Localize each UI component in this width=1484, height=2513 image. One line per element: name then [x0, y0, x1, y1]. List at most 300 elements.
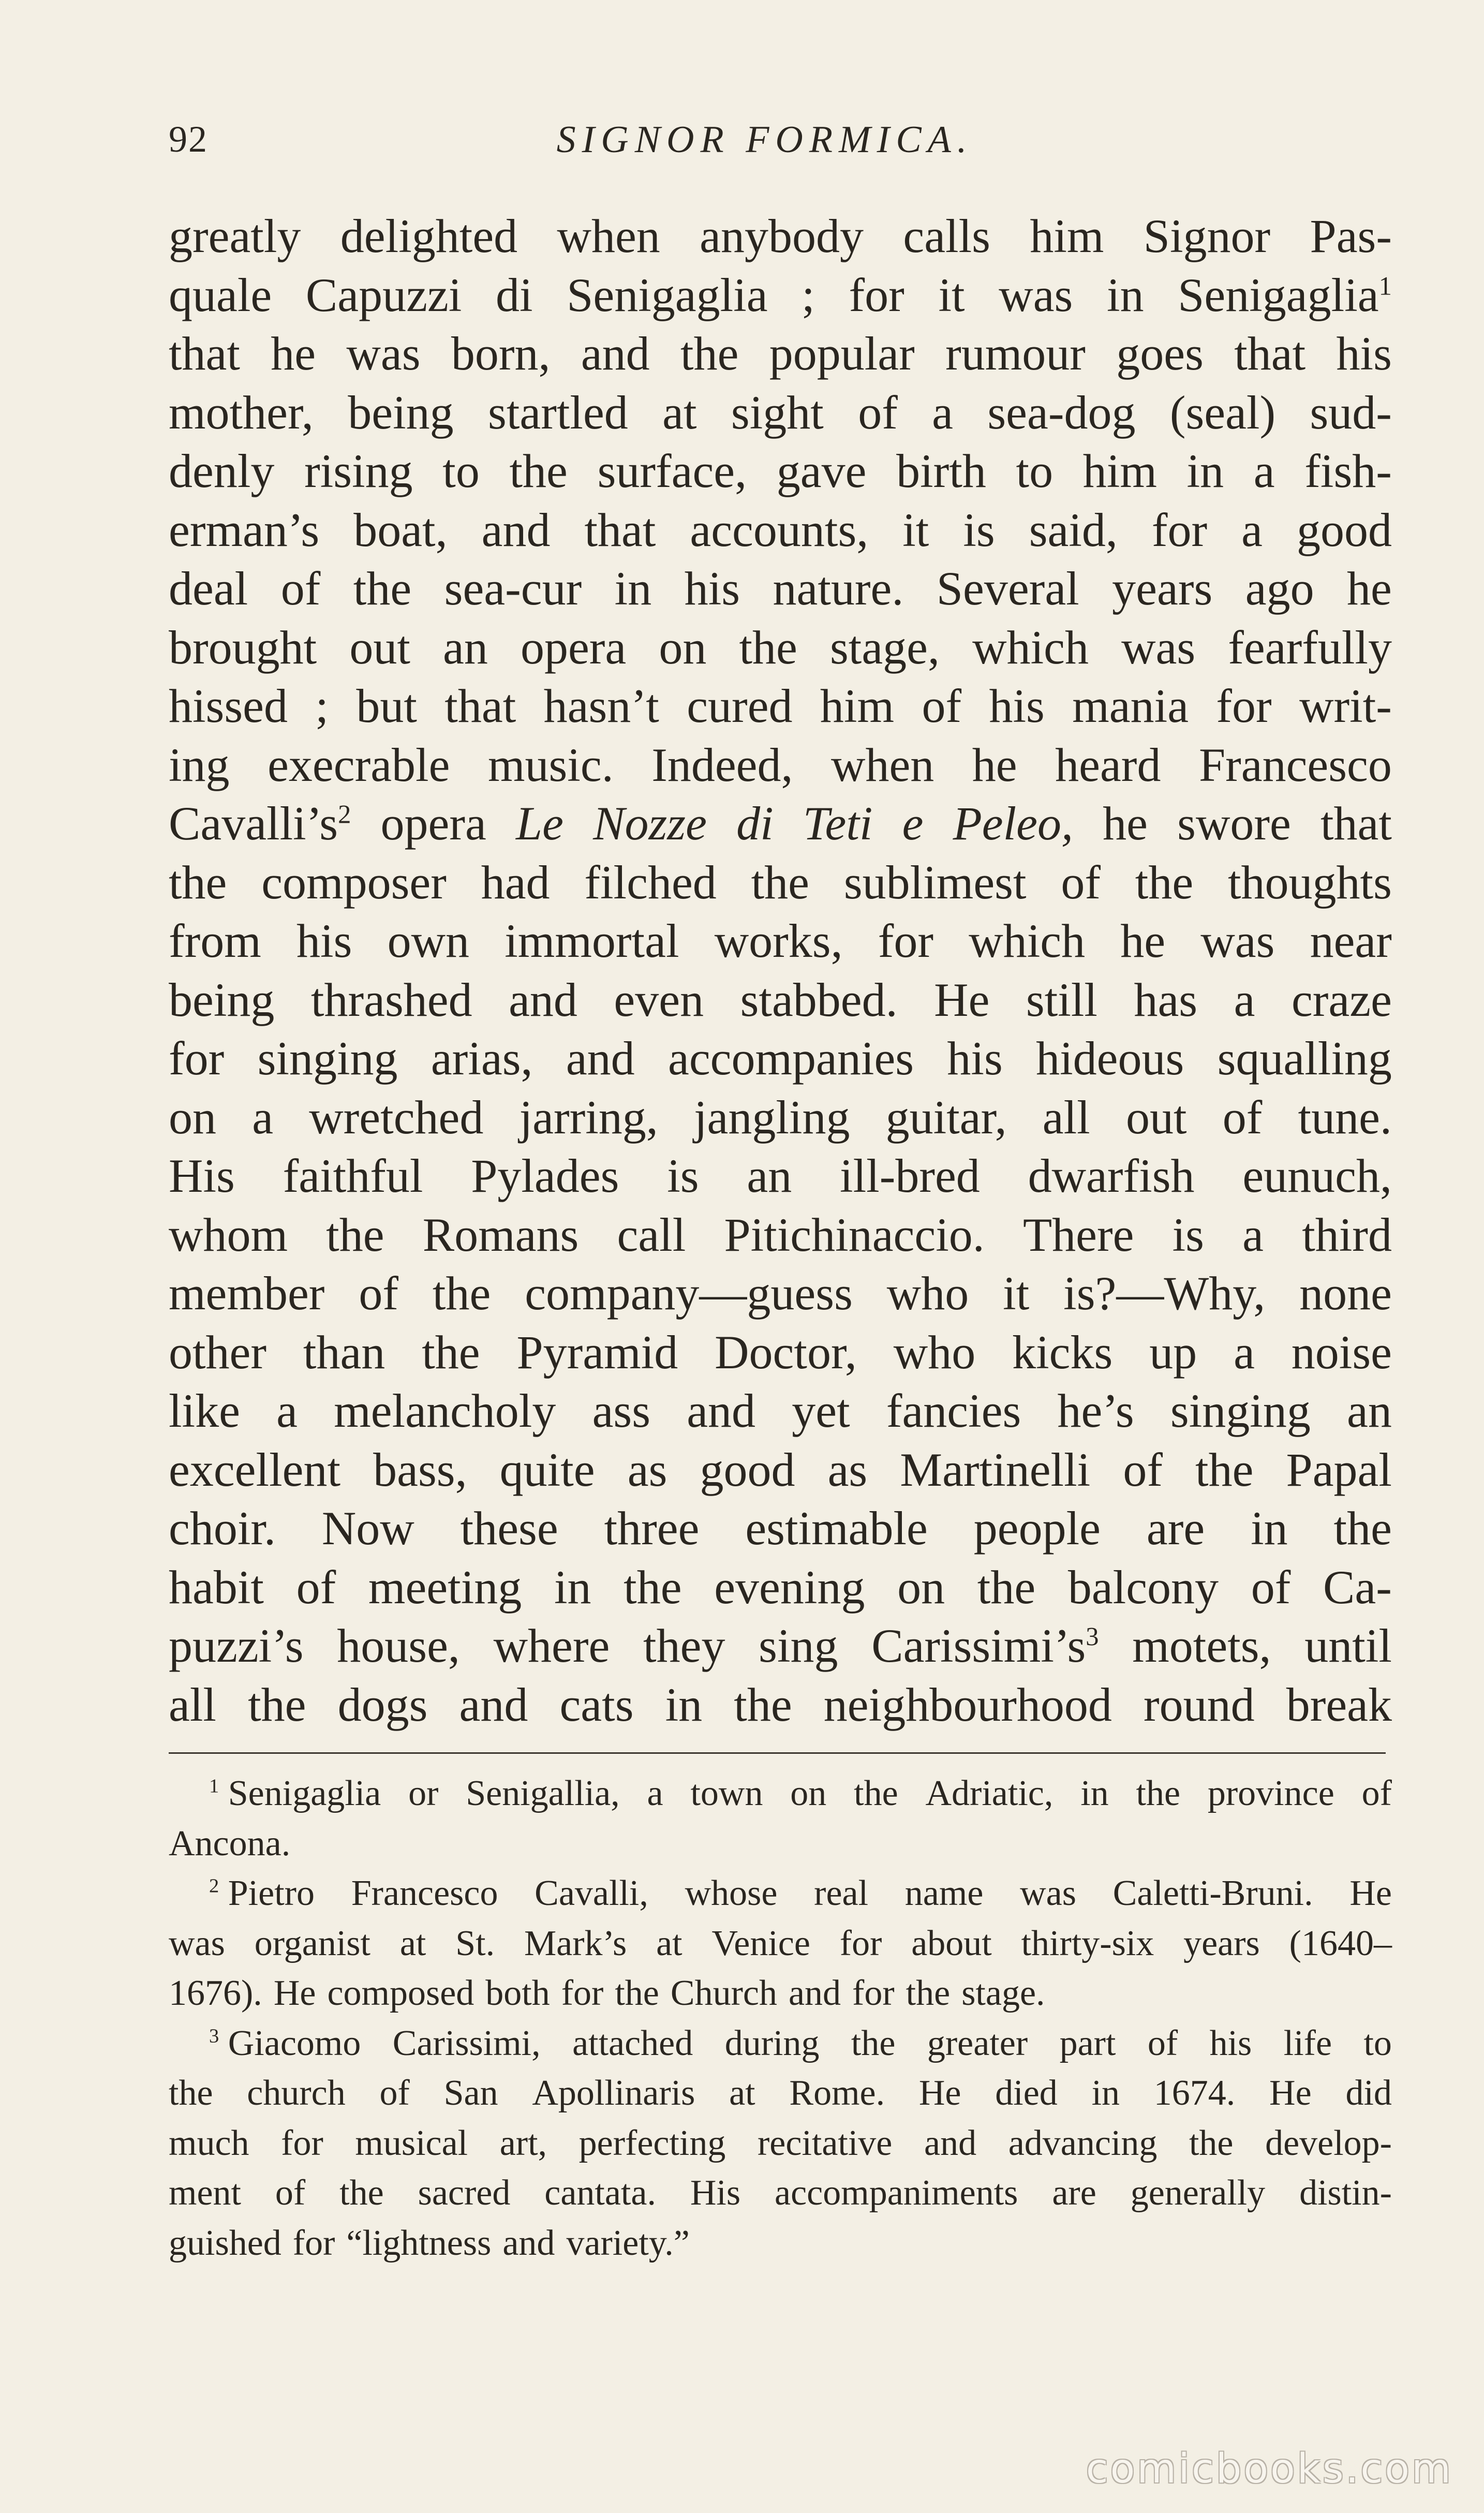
word: variety.” [566, 2223, 690, 2263]
word: attached [572, 2023, 693, 2063]
word: a [932, 386, 954, 439]
word: the [680, 327, 739, 380]
word: and [481, 503, 551, 556]
footnote-line [169, 1769, 1392, 1819]
word: good [1297, 503, 1392, 556]
word: both [485, 1973, 550, 2013]
word: a [1234, 1325, 1255, 1379]
word: it [938, 268, 965, 321]
word: house, [337, 1619, 460, 1672]
word: fearfully [1228, 620, 1392, 674]
word: denly [169, 445, 275, 497]
word: and [509, 973, 577, 1026]
word: for [839, 1923, 882, 1963]
word: musical [355, 2123, 468, 2163]
word: of [359, 1267, 398, 1320]
word: Capuzzi [305, 268, 462, 321]
word: quale [169, 268, 272, 321]
footnote-line [169, 1919, 1392, 1969]
word: cantata. [544, 2173, 656, 2213]
word: singing [1170, 1384, 1311, 1437]
word: noise [1291, 1325, 1392, 1379]
word: was [1200, 914, 1275, 967]
word: Caletti-Bruni. [1112, 1873, 1313, 1913]
word: the [339, 2173, 384, 2213]
word: dwarfish [1028, 1149, 1195, 1202]
word: surface, [597, 445, 747, 497]
word: in [1080, 1773, 1109, 1813]
word: the [624, 1560, 682, 1614]
word: was [169, 1923, 225, 1963]
word: even [614, 973, 704, 1026]
word: choir. [169, 1502, 276, 1555]
text-line [169, 1147, 1392, 1206]
word: bass, [373, 1443, 467, 1496]
italic-word: Nozze [593, 797, 707, 850]
word: real [814, 1873, 869, 1913]
word: in [1251, 1502, 1288, 1555]
word: that [1234, 327, 1306, 380]
word: in [614, 562, 652, 615]
text-line [169, 1029, 1392, 1088]
word: cured [687, 679, 793, 732]
text-line [169, 1323, 1392, 1382]
word: heard [1055, 738, 1161, 791]
footnote-ref: 2 [338, 800, 351, 829]
word: birth [896, 445, 986, 497]
word: an [747, 1149, 792, 1202]
word: $^2$ Pietro [209, 1873, 315, 1913]
text-line [169, 1382, 1392, 1441]
word: tune. [1298, 1090, 1392, 1144]
word: are [1146, 1502, 1205, 1555]
word: sea-dog [987, 386, 1136, 439]
word: opera [380, 797, 486, 850]
word: accompanies [667, 1032, 914, 1085]
word: Carissimi, [392, 2023, 541, 2063]
word: Pyramid [516, 1325, 678, 1379]
word: composed [327, 1973, 474, 2013]
word: gave [776, 445, 867, 497]
word: mania [1072, 679, 1189, 732]
word: faithful [283, 1149, 423, 1202]
word: he [1120, 914, 1166, 967]
word: stage, [829, 620, 940, 674]
word: these [460, 1502, 558, 1555]
text-line [169, 853, 1392, 912]
word: for [169, 1032, 225, 1085]
word: sublimest [843, 855, 1027, 909]
word: hideous [1036, 1032, 1184, 1085]
word: his [1209, 2023, 1252, 2063]
text-line [169, 971, 1392, 1030]
word: and [566, 1032, 635, 1085]
word: Martinelli [900, 1443, 1091, 1496]
word: quite [499, 1443, 595, 1496]
word: Pas- [1310, 210, 1392, 262]
word: good [700, 1443, 795, 1496]
word: Church [670, 1973, 777, 2013]
word: that [444, 679, 516, 732]
word: hissed [169, 679, 288, 732]
footnote-line [169, 1819, 1392, 1869]
word: his [947, 1032, 1003, 1085]
body-text [169, 207, 1392, 1734]
word: He [1349, 1873, 1392, 1913]
word: and [502, 2223, 555, 2263]
word: the [1136, 1773, 1181, 1813]
word: is [1172, 1208, 1204, 1261]
word: the [906, 1973, 951, 2013]
footnote-line [169, 2068, 1392, 2119]
word: His [169, 1149, 235, 1202]
word: sud- [1310, 386, 1392, 439]
word: execrable [268, 738, 450, 791]
word: Senigaglia$^1$ [1178, 268, 1392, 321]
word: all [169, 1678, 216, 1731]
word: the [1189, 2123, 1234, 2163]
word: to [442, 445, 480, 497]
word: out [1125, 1090, 1187, 1144]
word: eunuch, [1242, 1149, 1392, 1202]
word: rising [304, 445, 413, 497]
word: he’s [1057, 1384, 1134, 1437]
word: has [1134, 973, 1198, 1026]
footnote-line [169, 2219, 1392, 2269]
word: jarring, [519, 1090, 658, 1144]
word: the [739, 620, 797, 674]
word: on [659, 620, 707, 674]
word: art, [499, 2123, 547, 2163]
word: Pitichinaccio. [724, 1208, 985, 1261]
word: in [1186, 445, 1224, 497]
word: of [379, 2073, 410, 2113]
word: still [1026, 973, 1097, 1026]
word: a [1253, 445, 1275, 497]
text-line [169, 1088, 1392, 1147]
word: Francesco [1198, 738, 1392, 791]
word: perfecting [578, 2123, 726, 2163]
word: him [1030, 210, 1104, 262]
word: rumour [945, 327, 1086, 380]
word: sacred [418, 2173, 511, 2213]
text-line [169, 1558, 1392, 1617]
word: develop- [1265, 2123, 1392, 2163]
word: Rome. [789, 2073, 885, 2113]
word: nature. [773, 562, 904, 615]
word: Doctor, [715, 1325, 857, 1379]
text-line [169, 1676, 1392, 1735]
word: a [1242, 1208, 1264, 1261]
word: call [617, 1208, 686, 1261]
word: greater [927, 2023, 1028, 2063]
word: for [1216, 679, 1272, 732]
word: in [1091, 2073, 1120, 2113]
word: an [442, 620, 488, 674]
footnote-marker: 2 [209, 1875, 219, 1897]
word: for [852, 1973, 895, 2013]
word: music. [487, 738, 614, 791]
word: Papal [1286, 1443, 1392, 1496]
word: the [734, 1678, 792, 1731]
italic-word: Peleo, [953, 797, 1074, 850]
word: estimable [745, 1502, 928, 1555]
word: delighted [340, 210, 518, 262]
word: thirty-six [1021, 1923, 1154, 1963]
word: of [922, 679, 962, 732]
word: for [878, 914, 934, 967]
text-line [169, 1264, 1392, 1323]
word: guished [169, 2223, 281, 2263]
word: or [408, 1773, 439, 1813]
word: (1640– [1289, 1923, 1392, 1963]
word: greatly [169, 210, 301, 262]
word: it [902, 503, 929, 556]
word: whose [685, 1873, 778, 1913]
italic-word: Le [515, 797, 563, 850]
word: Ancona. [169, 1823, 291, 1864]
word: was [1121, 620, 1196, 674]
word: for [561, 1973, 604, 2013]
footnote-line [169, 2168, 1392, 2219]
word: was [1020, 1873, 1076, 1913]
text-line [169, 266, 1392, 325]
word: Romans [422, 1208, 579, 1261]
word: like [169, 1384, 240, 1437]
word: goes [1116, 327, 1204, 380]
word: mother, [169, 386, 314, 439]
word: accounts, [690, 503, 869, 556]
word: habit [169, 1560, 264, 1614]
word: Several [936, 562, 1079, 615]
word: the [326, 1208, 384, 1261]
word: generally [1130, 2173, 1266, 2213]
word: motets, [1132, 1619, 1271, 1672]
word: craze [1291, 973, 1392, 1026]
word: the [1135, 855, 1194, 909]
word: up [1149, 1325, 1197, 1379]
word: a [647, 1773, 663, 1813]
footnote-line [169, 2019, 1392, 2069]
word: the [1195, 1443, 1254, 1496]
word: Senigaglia [567, 268, 768, 321]
word: singing [257, 1032, 398, 1085]
word: had [481, 855, 550, 909]
word: Now [321, 1502, 414, 1555]
word: his [1336, 327, 1392, 380]
word: in [1107, 268, 1144, 321]
word: until [1304, 1619, 1392, 1672]
word: organist [254, 1923, 370, 1963]
word: a [252, 1090, 274, 1144]
italic-word: e [902, 797, 924, 850]
word: Cavalli, [535, 1873, 648, 1913]
word: for [281, 2123, 323, 2163]
word: He [934, 973, 990, 1026]
word: of [1061, 855, 1101, 909]
word: the [977, 1560, 1036, 1614]
word: evening [714, 1560, 865, 1614]
word: is?—Why, [1063, 1267, 1266, 1320]
word: He [918, 2073, 961, 2113]
word: There [1022, 1208, 1134, 1261]
word: a [276, 1384, 298, 1437]
word: Mark’s [524, 1923, 627, 1963]
word: in [554, 1560, 591, 1614]
word: three [604, 1502, 700, 1555]
word: guitar, [885, 1090, 1007, 1144]
word: Francesco [351, 1873, 498, 1913]
word: Venice [711, 1923, 810, 1963]
word: none [1299, 1267, 1392, 1320]
word: at [662, 386, 697, 439]
word: is [963, 503, 995, 556]
text-line [169, 912, 1392, 971]
word: where [493, 1619, 610, 1672]
word: kicks [1012, 1325, 1113, 1379]
word: him [820, 679, 895, 732]
text-line [169, 1206, 1392, 1265]
word: erman’s [169, 503, 320, 556]
word: popular [769, 327, 915, 380]
text-line [169, 207, 1392, 266]
word: writ- [1299, 679, 1392, 732]
word: $^3$ Giacomo [209, 2023, 361, 2063]
word: his [684, 562, 740, 615]
word: which [972, 620, 1089, 674]
word: 1674. [1153, 2073, 1236, 2113]
word: when [557, 210, 660, 262]
word: for [292, 2223, 335, 2263]
word: they [643, 1619, 725, 1672]
word: own [387, 914, 470, 967]
word: during [724, 2023, 820, 2063]
word: at [729, 2073, 755, 2113]
word: was [346, 327, 421, 380]
word: the [432, 1267, 491, 1320]
word: for [1151, 503, 1208, 556]
word: the [248, 1678, 306, 1731]
word: wretched [309, 1090, 484, 1144]
word: born, [451, 327, 551, 380]
word: fish- [1304, 445, 1392, 497]
footnote-marker: 1 [209, 1775, 219, 1797]
word: stabbed. [740, 973, 898, 1026]
text-line [169, 501, 1392, 560]
footnote-line [169, 1969, 1392, 2019]
word: Apollinaris [532, 2073, 695, 2113]
word: filched [584, 855, 717, 909]
word: who [893, 1325, 976, 1379]
word: whom [169, 1208, 288, 1261]
word: cats [559, 1678, 634, 1731]
word: which [969, 914, 1086, 967]
word: province [1207, 1773, 1334, 1813]
text-line [169, 677, 1392, 736]
word: on [790, 1773, 827, 1813]
word: than [303, 1325, 385, 1379]
word: sing [759, 1619, 838, 1672]
word: being [348, 386, 454, 439]
watermark: comicbooks.com [1086, 2446, 1453, 2492]
word: on [897, 1560, 945, 1614]
word: part [1059, 2023, 1116, 2063]
word: to [1016, 445, 1053, 497]
word: of [296, 1560, 336, 1614]
text-line [169, 1441, 1392, 1500]
word: Signor [1143, 210, 1271, 262]
word: He [273, 1973, 316, 2013]
word: he [1103, 797, 1148, 850]
word: ; [315, 679, 329, 732]
word: from [169, 914, 261, 967]
word: ing [169, 738, 230, 791]
word: the [169, 855, 227, 909]
word: much [169, 2123, 249, 2163]
word: thrashed [310, 973, 472, 1026]
text-line [169, 794, 1392, 853]
word: opera [520, 620, 627, 674]
page-number: 92 [169, 119, 208, 160]
word: and [924, 2123, 977, 2163]
word: out [349, 620, 410, 674]
word: the [1333, 1502, 1392, 1555]
text-line [169, 618, 1392, 677]
word: works, [714, 914, 843, 967]
word: balcony [1067, 1560, 1219, 1614]
word: the [851, 2023, 896, 2063]
word: deal [169, 562, 248, 615]
word: stage. [961, 1973, 1045, 2013]
word: Ca- [1323, 1560, 1392, 1614]
word: immortal [504, 914, 679, 967]
word: 1676). [169, 1973, 262, 2013]
word: of [1147, 2023, 1178, 2063]
word: arias, [431, 1032, 533, 1085]
word: people [973, 1502, 1101, 1555]
word: and [581, 327, 650, 380]
word: his [989, 679, 1045, 732]
word: fancies [886, 1384, 1021, 1437]
word: and [687, 1384, 756, 1437]
word: of [858, 386, 898, 439]
word: was [999, 268, 1073, 321]
word: company—guess [525, 1267, 853, 1320]
word: but [356, 679, 417, 732]
word: Adriatic, [925, 1773, 1053, 1813]
italic-word: di [736, 797, 774, 850]
word: $Cavalli’s^2$ [169, 797, 351, 850]
word: squalling [1217, 1032, 1392, 1085]
running-title: SIGNOR FORMICA. [556, 119, 973, 161]
word: calls [903, 210, 990, 262]
word: the [854, 1773, 898, 1813]
word: are [1052, 2173, 1096, 2213]
word: of [1361, 1773, 1392, 1813]
word: St. [455, 1923, 495, 1963]
word: Indeed, [651, 738, 793, 791]
word: a [1234, 973, 1255, 1026]
word: for [849, 268, 904, 321]
word: of [1251, 1560, 1291, 1614]
footnotes [169, 1769, 1392, 2268]
word: neighbourhood [823, 1678, 1112, 1731]
word: hasn’t [543, 679, 659, 732]
word: ill-bred [840, 1149, 980, 1202]
word: melancholy [334, 1384, 556, 1437]
word: that [1320, 797, 1392, 850]
word: excellent [169, 1443, 341, 1496]
